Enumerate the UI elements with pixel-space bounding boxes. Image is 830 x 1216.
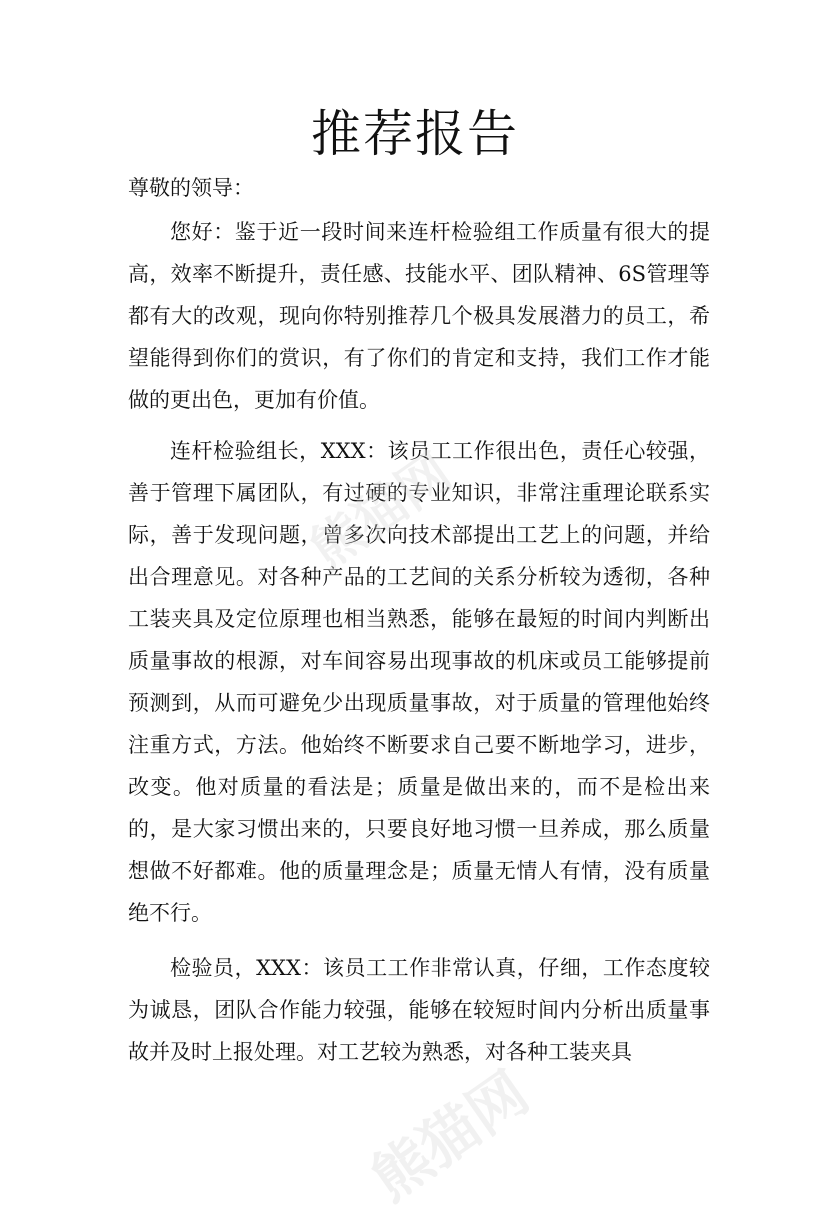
salutation: 尊敬的领导： [128,176,254,200]
watermark: 熊猫网 [359,1058,541,1214]
watermark: 熊猫网 [300,442,463,582]
paragraph-group-leader: 连杆检验组长，XXX：该员工工作很出色，责任心较强，善于管理下属团队，有过硬的专业知识，非常注重理论联系实际，善于发现问题，曾多次向技术部提出工艺上的问题，并给出合理意见。对各种产品的工艺间的关系分析较为透彻，各种工装夹具及定位原理也相当熟悉，能够在最短的时间内判断出质量事故的根源，对车间容易出现事故的机床或员工能够提前预测到，从而可避免少出现质量事故，对于质量的管理他始终注重方式，方法。他始终不断要求自己要不断地学习，进步，改变。他对质量的看法是；质量是做出来的，而不是检出来的，是大家习惯出来的，只要良好地习惯一旦养成，那么质量想做不好都难。他的质量理念是；质量无情人有情，没有质量绝不行。 [128,439,710,925]
paragraph-inspector: 检验员，XXX：该员工工作非常认真，仔细，工作态度较为诚恳，团队合作能力较强，能够在较短时间内分析出质量事故并及时上报处理。对工艺较为熟悉，对各种工装夹具 [128,956,710,1064]
paragraph-greeting: 您好：鉴于近一段时间来连杆检验组工作质量有很大的提高，效率不断提升，责任感、技能水平、团队精神、6S管理等都有大的改观，现向你特别推荐几个极具发展潜力的员工，希望能得到你们的赏识，有了你们的肯定和支持，我们工作才能做的更出色，更加有价值。 [128,220,710,412]
document-title: 推荐报告 [311,105,519,163]
